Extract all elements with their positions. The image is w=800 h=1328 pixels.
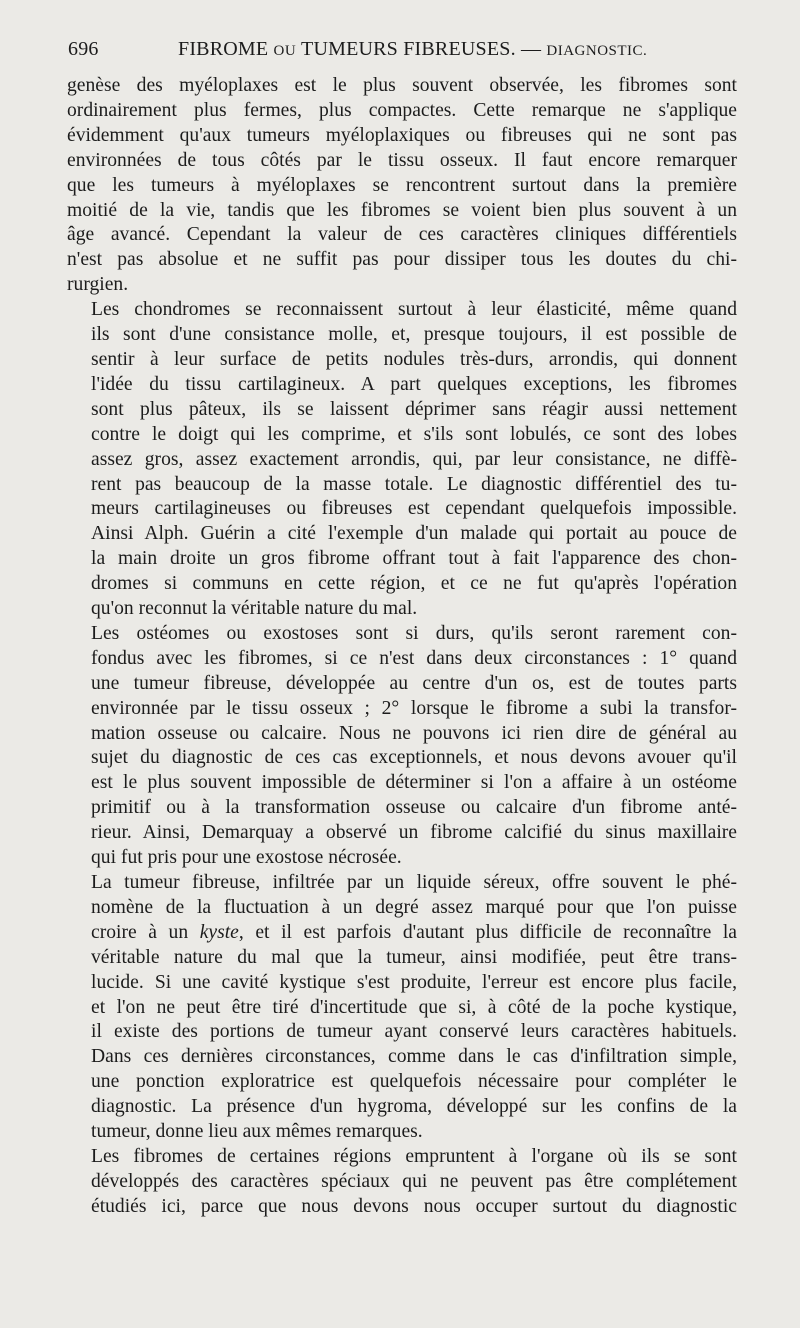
text-line: sentir à leur surface de petits nodules très-durs, arrondis, qui donnent xyxy=(91,348,737,370)
page-number: 696 xyxy=(68,38,99,60)
paragraph xyxy=(67,871,737,1145)
text-line: la main droite un gros fibrome offrant tout à fait l'apparence des chon- xyxy=(91,548,737,570)
text-line: environnée par le tissu osseux ; 2° lorsque le fibrome a subi la transfor- xyxy=(91,697,737,719)
title-rest: TUMEURS FIBREUSES. — xyxy=(301,38,542,60)
text-line: une tumeur fibreuse, développée au centre d'un os, est de toutes parts xyxy=(91,672,737,694)
title-main: FIBROME xyxy=(178,38,269,60)
text-line: moitié de la vie, tandis que les fibromes se voient bien plus souvent à un xyxy=(67,199,737,221)
text-line: fondus avec les fibromes, si ce n'est dans deux circonstances : 1° quand xyxy=(91,647,737,669)
text-line: mation osseuse ou calcaire. Nous ne pouvons ici rien dire de général au xyxy=(91,722,737,744)
text-line: croire à un kyste, et il est parfois d'autant plus difficile de reconnaître la xyxy=(91,921,738,943)
paragraph xyxy=(67,74,737,298)
text-line: Ainsi Alph. Guérin a cité l'exemple d'un malade qui portait au pouce de xyxy=(91,523,737,545)
text-line: sont plus pâteux, ils se laissent déprimer sans réagir aussi nettement xyxy=(91,398,737,420)
text-line: Dans ces dernières circonstances, comme dans le cas d'infiltration simple, xyxy=(91,1046,737,1068)
paragraph xyxy=(67,1145,737,1220)
text-line: Les fibromes de certaines régions empruntent à l'organe où ils se sont xyxy=(91,1145,737,1167)
text-line: diagnostic. La présence d'un hygroma, développé sur les confins de la xyxy=(91,1096,737,1118)
text-line: ordinairement plus fermes, plus compactes. Cette remarque ne s'applique xyxy=(67,99,737,121)
text-line: est le plus souvent impossible de déterminer si l'on a affaire à un ostéome xyxy=(91,772,737,794)
text-line: environnées de tous côtés par le tissu osseux. Il faut encore remarquer xyxy=(67,149,737,171)
running-header xyxy=(66,38,738,72)
text-line: une ponction exploratrice est quelquefois nécessaire pour compléter le xyxy=(91,1071,737,1093)
text-line: sujet du diagnostic de ces cas exceptionnels, et nous devons avouer qu'il xyxy=(91,747,737,769)
text-line: rieur. Ainsi, Demarquay a observé un fibrome calcifié du sinus maxillaire xyxy=(91,822,737,844)
text-line: nomène de la fluctuation à un degré assez marqué pour que l'on puisse xyxy=(91,896,737,918)
text-line: Les ostéomes ou exostoses sont si durs, qu'ils seront rarement con- xyxy=(91,622,737,644)
title-ou: OU xyxy=(273,43,297,59)
title-section: DIAGNOSTIC. xyxy=(546,43,648,59)
text-line: l'idée du tissu cartilagineux. A part quelques exceptions, les fibromes xyxy=(91,373,737,395)
paragraph xyxy=(67,298,737,622)
text-line: développés des caractères spéciaux qui ne peuvent pas être complétement xyxy=(91,1170,737,1192)
text-line: lucide. Si une cavité kystique s'est produite, l'erreur est encore plus facile, xyxy=(91,971,737,993)
body-text xyxy=(67,74,737,1220)
text-line: La tumeur fibreuse, infiltrée par un liquide séreux, offre souvent le phé- xyxy=(91,872,737,893)
text-line: tumeur, donne lieu aux mêmes remarques. xyxy=(91,1121,423,1143)
text-line: âge avancé. Cependant la valeur de ces caractères cliniques différentiels xyxy=(67,224,737,246)
text-line: meurs cartilagineuses ou fibreuses est cependant quelquefois impossible. xyxy=(91,498,737,520)
text-line: et l'on ne peut être tiré d'incertitude que si, à côté de la poche kystique, xyxy=(91,996,737,1018)
text-line: assez gros, assez exactement arrondis, qui, par leur consistance, ne diffè- xyxy=(91,448,737,470)
text-line: véritable nature du mal que la tumeur, ainsi modifiée, peut être trans- xyxy=(91,946,737,968)
text-line: n'est pas absolue et ne suffit pas pour dissiper tous les doutes du chi- xyxy=(67,249,737,271)
paragraph xyxy=(67,622,737,871)
text-line: dromes si communs en cette région, et ce ne fut qu'après l'opération xyxy=(91,573,737,595)
text-line: évidemment qu'aux tumeurs myéloplaxiques ou fibreuses qui ne sont pas xyxy=(67,124,737,146)
text-line: primitif ou à la transformation osseuse ou calcaire d'un fibrome anté- xyxy=(91,797,737,819)
text-line: rent pas beaucoup de la masse totale. Le diagnostic différentiel des tu- xyxy=(91,473,737,495)
text-line: Les chondromes se reconnaissent surtout à leur élasticité, même quand xyxy=(91,299,737,321)
text-line: qu'on reconnut la véritable nature du mal. xyxy=(91,598,418,620)
text-line: contre le doigt qui les comprime, et s'ils sont lobulés, ce sont des lobes xyxy=(91,423,737,445)
text-line: qui fut pris pour une exostose nécrosée. xyxy=(91,847,402,869)
running-title xyxy=(178,38,647,61)
text-line: genèse des myéloplaxes est le plus souvent observée, les fibromes sont xyxy=(67,75,737,96)
text-line: étudiés ici, parce que nous devons nous occuper surtout du diagnostic xyxy=(91,1195,737,1217)
text-line: ils sont d'une consistance molle, et, presque toujours, il est possible de xyxy=(91,324,737,346)
text-line: il existe des portions de tumeur ayant conservé leurs caractères habituels. xyxy=(91,1021,737,1043)
text-line: rurgien. xyxy=(67,274,129,296)
text-line: que les tumeurs à myéloplaxes se rencontrent surtout dans la première xyxy=(67,174,737,196)
